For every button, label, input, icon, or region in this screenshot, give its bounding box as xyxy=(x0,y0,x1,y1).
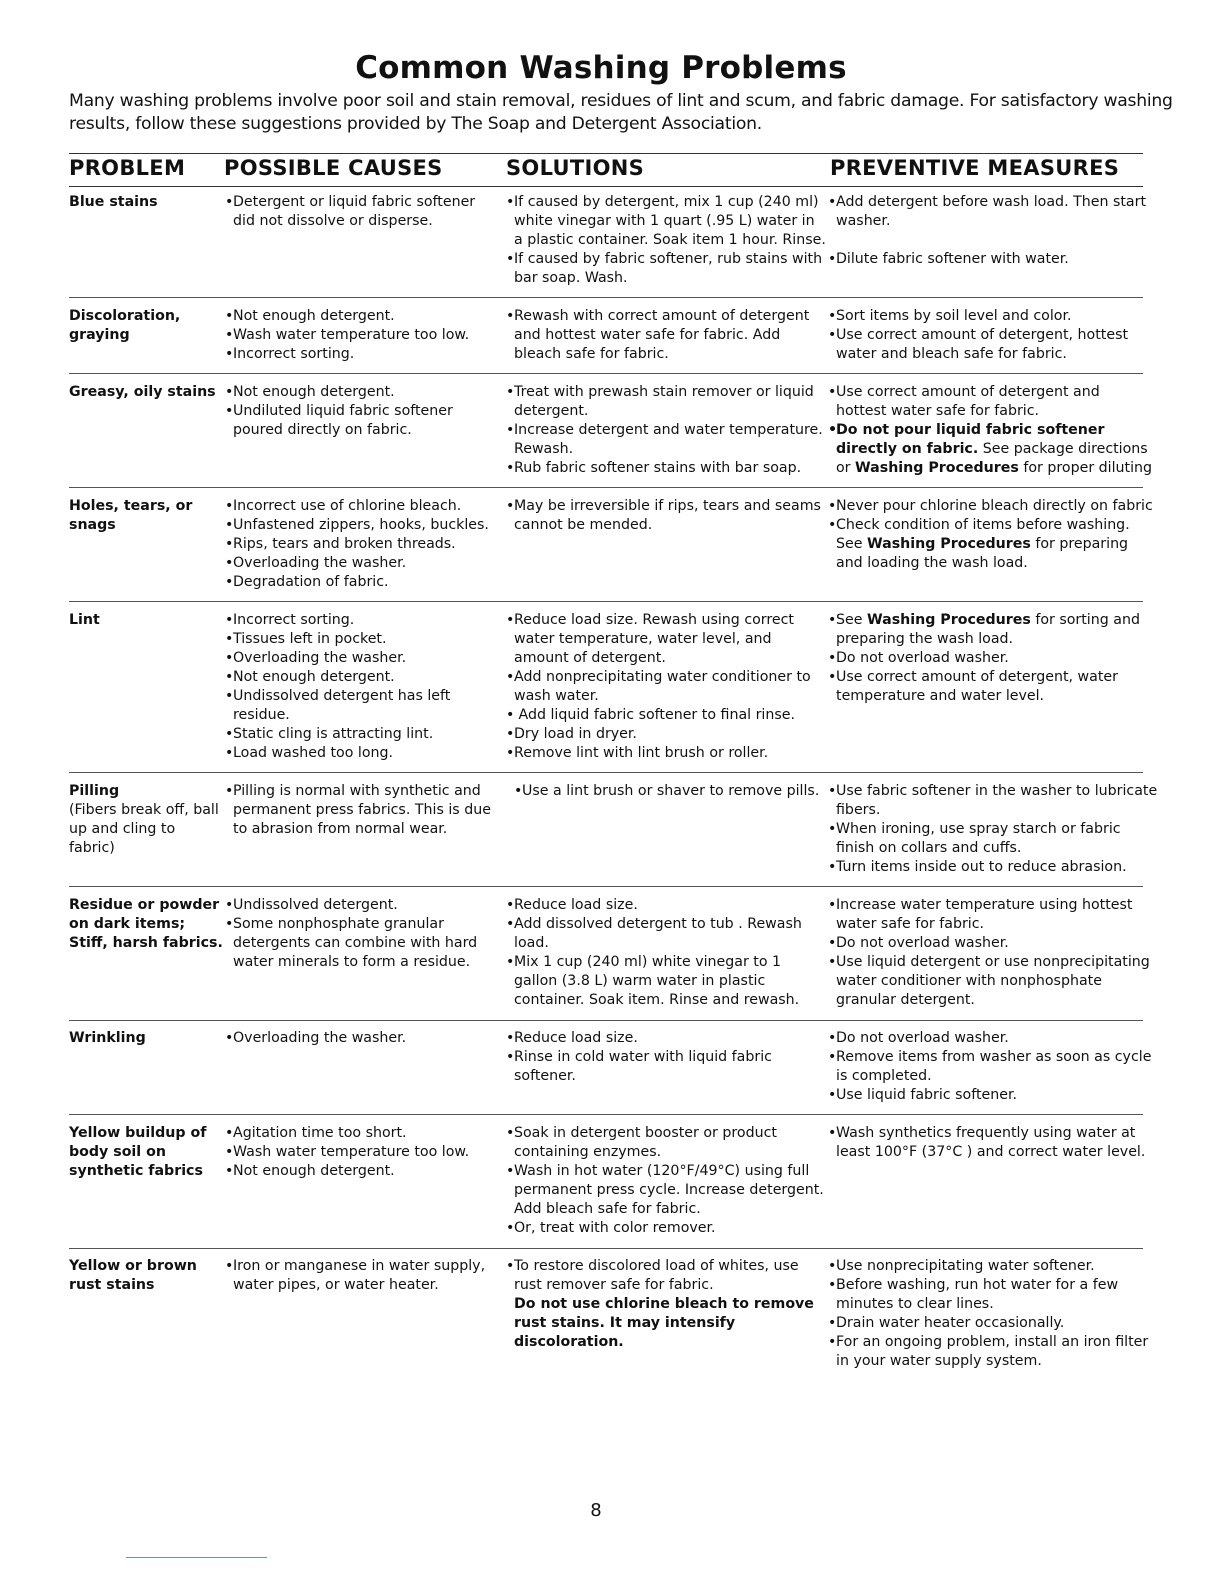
problem-cell xyxy=(69,1029,219,1048)
prevent-item: for preparing xyxy=(1030,536,1129,552)
prevent-item: Check condition of items before washing. xyxy=(836,517,1130,533)
prevent-item: directly on fabric. xyxy=(836,441,979,457)
prevent-item: fibers. xyxy=(836,802,881,818)
prevent-item: finish on collars and cuffs. xyxy=(836,840,1022,856)
causes-cell: •Pilling is normal with synthetic and permanent press fabrics. This is due to abrasion from normal wear. xyxy=(225,782,495,839)
solution-item: Use a lint brush or shaver to remove pills. xyxy=(522,783,820,799)
solution-item: bar soap. Wash. xyxy=(514,270,628,286)
prevent-item: Never pour chlorine bleach directly on fabric xyxy=(836,498,1153,514)
row-divider xyxy=(69,487,1143,488)
problem-label: rust stains xyxy=(69,1277,155,1293)
intro-paragraph xyxy=(69,90,1173,136)
prevent-item: for proper diluting xyxy=(1018,460,1153,476)
problem-cell xyxy=(69,193,219,212)
prevent-item: granular detergent. xyxy=(836,992,975,1008)
prevent-item: Use correct amount of detergent, hottest xyxy=(836,327,1129,343)
solution-item: rust remover safe for fabric. xyxy=(514,1277,714,1293)
problem-label: Wrinkling xyxy=(69,1030,146,1046)
problem-label: Residue or powder xyxy=(69,897,220,913)
solution-item: Soak in detergent booster or product xyxy=(514,1125,777,1141)
page-number: 8 xyxy=(590,1500,602,1521)
intro-line: results, follow these suggestions provided by The Soap and Detergent Association. xyxy=(69,114,762,134)
row-divider xyxy=(69,1114,1143,1115)
prevent-item: is completed. xyxy=(836,1068,932,1084)
problem-cell xyxy=(69,1124,219,1181)
prevent-item: washer. xyxy=(836,213,891,229)
row-divider xyxy=(69,373,1143,374)
problem-label: graying xyxy=(69,327,130,343)
cause-item: did not dissolve or disperse. xyxy=(233,213,433,229)
solutions-cell: •If caused by detergent, mix 1 cup (240 ml) white vinegar with 1 quart (.95 L) water in a plastic container. Soak item 1 hour. Rinse. •If caused by fabric softener, rub stains with bar soap. Wash. xyxy=(506,194,826,286)
solution-item: Increase detergent and water temperature. xyxy=(514,422,823,438)
causes-cell: •Not enough detergent. •Wash water temperature too low. •Incorrect sorting. xyxy=(225,308,470,362)
header-preventive-measures: PREVENTIVE MEASURES xyxy=(830,156,1120,180)
solution-item: amount of detergent. xyxy=(514,650,666,666)
cause-item: Degradation of fabric. xyxy=(233,574,389,590)
prevent-item: water safe for fabric. xyxy=(836,916,985,932)
prevent-item: Do not pour liquid fabric softener xyxy=(836,422,1105,438)
cause-item: Some nonphosphate granular xyxy=(233,916,444,932)
problem-label: body soil on xyxy=(69,1144,166,1160)
prevent-cell: •Increase water temperature using hottest water safe for fabric. •Do not overload washer. •Use liquid detergent or use nonprecipitating water conditioner with nonphosphate granular detergent. xyxy=(828,897,1150,1008)
problem-label: Yellow buildup of xyxy=(69,1125,207,1141)
prevent-item: See xyxy=(836,536,867,552)
cause-item: Overloading the washer. xyxy=(233,1030,407,1046)
prevent-item: Do not overload washer. xyxy=(836,935,1009,951)
header-top-rule xyxy=(69,153,1143,154)
page-title: Common Washing Problems xyxy=(355,50,847,86)
row-divider xyxy=(69,1020,1143,1021)
prevent-item: hottest water safe for fabric. xyxy=(836,403,1040,419)
solution-item: Add bleach safe for fabric. xyxy=(514,1201,701,1217)
solutions-cell: •Rewash with correct amount of detergent and hottest water safe for fabric. Add bleach safe for fabric. xyxy=(506,307,816,364)
solutions-cell: •Soak in detergent booster or product containing enzymes. •Wash in hot water (120°F/49°C) using full permanent press cycle. Increase detergent. Add bleach safe for fabric. •Or, treat with color remover. xyxy=(506,1125,824,1236)
prevent-item: Use correct amount of detergent, water xyxy=(836,669,1118,685)
problem-cell xyxy=(69,1257,219,1295)
prevent-item: Do not overload washer. xyxy=(836,1030,1009,1046)
prevent-item: in your water supply system. xyxy=(836,1353,1042,1369)
row-divider xyxy=(69,886,1143,887)
prevent-cell: •See Washing Procedures for sorting and preparing the wash load. •Do not overload washer. •Use correct amount of detergent, water temperature and water level. xyxy=(828,611,1150,706)
causes-cell: •Undissolved detergent. •Some nonphosphate granular detergents can combine with hard water minerals to form a residue. xyxy=(225,896,495,972)
prevent-item: Wash synthetics frequently using water at xyxy=(836,1125,1136,1141)
prevent-cell: •Use fabric softener in the washer to lubricate fibers. •When ironing, use spray starch or fabric finish on collars and cuffs. •Turn items inside out to reduce abrasion. xyxy=(828,783,1158,875)
solution-item: load. xyxy=(514,935,549,951)
solutions-cell: •To restore discolored load of whites, use rust remover safe for fabric. Do not use chlorine bleach to remove rust stains. It may intensify discoloration. xyxy=(506,1257,816,1352)
problem-cell xyxy=(69,497,219,535)
solution-item: May be irreversible if rips, tears and seams xyxy=(514,498,821,514)
problem-cell xyxy=(69,782,219,858)
solution-item: Rub fabric softener stains with bar soap. xyxy=(514,460,802,476)
cause-item: Wash water temperature too low. xyxy=(233,1144,470,1160)
prevent-item: When ironing, use spray starch or fabric xyxy=(836,821,1121,837)
prevent-item: water and bleach safe for fabric. xyxy=(836,346,1067,362)
prevent-item: Washing Procedures xyxy=(866,536,1031,552)
cause-item: Tissues left in pocket. xyxy=(233,631,387,647)
cause-item: Undissolved detergent has left xyxy=(233,688,451,704)
cause-item: detergents can combine with hard xyxy=(233,935,478,951)
prevent-item: Turn items inside out to reduce abrasion. xyxy=(836,859,1127,875)
causes-cell: •Incorrect use of chlorine bleach. •Unfastened zippers, hooks, buckles. •Rips, tears and broken threads. •Overloading the washer. •Degradation of fabric. xyxy=(225,498,489,590)
solutions-cell: •Reduce load size. •Add dissolved detergent to tub . Rewash load. •Mix 1 cup (240 ml) white vinegar to 1 gallon (3.8 L) warm water in plastic container. Soak item. Rinse and rewash. xyxy=(506,896,816,1010)
solution-item: Reduce load size. Rewash using correct xyxy=(514,612,794,628)
cause-item: Incorrect sorting. xyxy=(233,346,355,362)
cause-item: Load washed too long. xyxy=(233,745,394,761)
cause-item: permanent press fabrics. This is due xyxy=(233,802,491,818)
cause-item: Not enough detergent. xyxy=(233,1163,395,1179)
problem-label: Lint xyxy=(69,612,100,628)
header-solutions: SOLUTIONS xyxy=(506,156,645,180)
problem-note: up and cling to xyxy=(69,821,176,837)
solution-item: If caused by detergent, mix 1 cup (240 ml) xyxy=(514,194,819,210)
problem-label: synthetic fabrics xyxy=(69,1163,203,1179)
solutions-cell: •Reduce load size. Rewash using correct water temperature, water level, and amount of detergent. •Add nonprecipitating water conditioner to wash water. • Add liquid fabric softener to final rinse. •Dry load in dryer. •Remove lint with lint brush or roller. xyxy=(506,611,816,763)
prevent-item: preparing the wash load. xyxy=(836,631,1014,647)
header-bottom-rule xyxy=(69,186,1143,187)
cause-item: Undissolved detergent. xyxy=(233,897,398,913)
cause-item: Wash water temperature too low. xyxy=(233,327,470,343)
solutions-cell: •Use a lint brush or shaver to remove pills. xyxy=(514,783,820,799)
row-divider xyxy=(69,297,1143,298)
causes-cell: •Agitation time too short. •Wash water temperature too low. •Not enough detergent. xyxy=(225,1125,470,1179)
row-divider xyxy=(69,772,1143,773)
cause-item: Incorrect sorting. xyxy=(233,612,355,628)
solution-item: containing enzymes. xyxy=(514,1144,662,1160)
cause-item: Unfastened zippers, hooks, buckles. xyxy=(233,517,489,533)
prevent-item: Add detergent before wash load. Then start xyxy=(836,194,1147,210)
solution-item: Or, treat with color remover. xyxy=(514,1220,716,1236)
solution-item: Remove lint with lint brush or roller. xyxy=(514,745,769,761)
causes-cell: •Overloading the washer. xyxy=(225,1030,407,1046)
solutions-cell: •May be irreversible if rips, tears and seams cannot be mended. xyxy=(506,498,821,533)
problem-cell xyxy=(69,611,219,630)
problem-cell xyxy=(69,307,219,345)
cause-item: water minerals to form a residue. xyxy=(233,954,471,970)
solution-warning: discoloration. xyxy=(514,1334,624,1350)
prevent-item: For an ongoing problem, install an iron filter xyxy=(836,1334,1149,1350)
problem-label: Pilling xyxy=(69,783,120,799)
solution-item: Rinse in cold water with liquid fabric xyxy=(514,1049,772,1065)
prevent-item: Drain water heater occasionally. xyxy=(836,1315,1065,1331)
solution-item: wash water. xyxy=(514,688,599,704)
causes-cell: •Incorrect sorting. •Tissues left in pocket. •Overloading the washer. •Not enough detergent. •Undissolved detergent has left residue. •Static cling is attracting lint. •Load washed too long. xyxy=(225,611,495,763)
prevent-item: least 100°F (37°C ) and correct water level. xyxy=(836,1144,1146,1160)
cause-item: Not enough detergent. xyxy=(233,384,395,400)
solution-item: cannot be mended. xyxy=(514,517,653,533)
cause-item: to abrasion from normal wear. xyxy=(233,821,448,837)
cause-item: residue. xyxy=(233,707,290,723)
problem-cell xyxy=(69,383,219,402)
header-problem: PROBLEM xyxy=(69,156,186,180)
problem-label: Stiff, harsh fabrics. xyxy=(69,935,223,951)
cause-item: Not enough detergent. xyxy=(233,308,395,324)
solution-item: a plastic container. Soak item 1 hour. Rinse. xyxy=(514,232,826,248)
prevent-cell: •Never pour chlorine bleach directly on fabric •Check condition of items before washing. See Washing Procedures for preparing and loading the wash load. xyxy=(828,498,1153,571)
prevent-item: Increase water temperature using hottest xyxy=(836,897,1133,913)
problem-note: fabric) xyxy=(69,840,115,856)
problem-label: snags xyxy=(69,517,116,533)
solution-warning: rust stains. It may intensify xyxy=(514,1315,736,1331)
causes-cell: •Detergent or liquid fabric softener did not dissolve or disperse. xyxy=(225,193,495,231)
cause-item: Pilling is normal with synthetic and xyxy=(233,783,481,799)
solution-item: detergent. xyxy=(514,403,589,419)
solution-item: bleach safe for fabric. xyxy=(514,346,669,362)
solution-item: Rewash. xyxy=(514,441,574,457)
prevent-item: Use liquid fabric softener. xyxy=(836,1087,1018,1103)
prevent-item: and loading the wash load. xyxy=(836,555,1028,571)
prevent-cell: •Do not overload washer. •Remove items from washer as soon as cycle is completed. •Use liquid fabric softener. xyxy=(828,1030,1152,1103)
prevent-item: Remove items from washer as soon as cycle xyxy=(836,1049,1152,1065)
prevent-item: or xyxy=(836,460,856,476)
solution-item: If caused by fabric softener, rub stains with xyxy=(514,251,823,267)
header-possible-causes: POSSIBLE CAUSES xyxy=(224,156,443,180)
solution-item: Treat with prewash stain remover or liquid xyxy=(514,384,814,400)
problem-cell xyxy=(69,896,223,953)
prevent-item: Use liquid detergent or use nonprecipitating xyxy=(836,954,1150,970)
solutions-cell: •Treat with prewash stain remover or liquid detergent. •Increase detergent and water temperature. Rewash. •Rub fabric softener stains with bar soap. xyxy=(506,384,823,476)
solution-item: Add nonprecipitating water conditioner to xyxy=(514,669,811,685)
solution-item: Reduce load size. xyxy=(514,897,638,913)
cause-item: Overloading the washer. xyxy=(233,650,407,666)
solution-item: water temperature, water level, and xyxy=(514,631,772,647)
cause-item: Undiluted liquid fabric softener xyxy=(233,403,453,419)
solution-item: white vinegar with 1 quart (.95 L) water in xyxy=(514,213,815,229)
prevent-item: water conditioner with nonphosphate xyxy=(836,973,1102,989)
cause-item: Static cling is attracting lint. xyxy=(233,726,434,742)
prevent-cell: •Use nonprecipitating water softener. •Before washing, run hot water for a few minutes to clear lines. •Drain water heater occasionally. •For an ongoing problem, install an iron filter in your water supply system. xyxy=(828,1258,1149,1369)
prevent-item: Washing Procedures xyxy=(866,612,1031,628)
row-divider xyxy=(69,601,1143,602)
solutions-cell: •Reduce load size. •Rinse in cold water with liquid fabric softener. xyxy=(506,1029,816,1086)
solution-item: Add liquid fabric softener to final rinse. xyxy=(514,707,795,723)
prevent-item: Washing Procedures xyxy=(855,460,1019,476)
solution-item: Wash in hot water (120°F/49°C) using full xyxy=(514,1163,810,1179)
problem-label: Discoloration, xyxy=(69,308,181,324)
solution-item: To restore discolored load of whites, use xyxy=(514,1258,799,1274)
row-divider xyxy=(69,1248,1143,1249)
cause-item: Not enough detergent. xyxy=(233,669,395,685)
prevent-item: Use fabric softener in the washer to lubricate xyxy=(836,783,1158,799)
solution-item: softener. xyxy=(514,1068,576,1084)
cause-item: Overloading the washer. xyxy=(233,555,407,571)
problem-label: Blue stains xyxy=(69,194,158,210)
solution-item: and hottest water safe for fabric. Add xyxy=(514,327,781,343)
causes-cell: •Iron or manganese in water supply, water pipes, or water heater. xyxy=(225,1257,495,1295)
solution-item: permanent press cycle. Increase detergent. xyxy=(514,1182,824,1198)
prevent-item: Use nonprecipitating water softener. xyxy=(836,1258,1095,1274)
cause-item: Incorrect use of chlorine bleach. xyxy=(233,498,462,514)
cause-item: Agitation time too short. xyxy=(233,1125,407,1141)
solution-item: Mix 1 cup (240 ml) white vinegar to 1 xyxy=(514,954,782,970)
cause-item: water pipes, or water heater. xyxy=(233,1277,439,1293)
solution-item: Add dissolved detergent to tub . Rewash xyxy=(514,916,802,932)
prevent-item: Sort items by soil level and color. xyxy=(836,308,1072,324)
prevent-cell: •Use correct amount of detergent and hottest water safe for fabric. •Do not pour liquid fabric softener directly on fabric. See package directions or Washing Procedures for proper diluting xyxy=(828,384,1153,476)
cause-item: Detergent or liquid fabric softener xyxy=(233,194,476,210)
causes-cell: •Not enough detergent. •Undiluted liquid fabric softener poured directly on fabric. xyxy=(225,383,495,440)
cause-item: Iron or manganese in water supply, xyxy=(233,1258,486,1274)
problem-label: Greasy, oily stains xyxy=(69,384,216,400)
prevent-item: temperature and water level. xyxy=(836,688,1045,704)
problem-label: on dark items; xyxy=(69,916,186,932)
prevent-cell: •Add detergent before wash load. Then start washer. •Dilute fabric softener with water. xyxy=(828,193,1150,269)
solution-warning: Do not use chlorine bleach to remove xyxy=(514,1296,814,1312)
cause-item: poured directly on fabric. xyxy=(233,422,412,438)
intro-line: Many washing problems involve poor soil and stain removal, residues of lint and scum, and fabric damage. For satisfactory washing xyxy=(69,91,1173,111)
solution-item: gallon (3.8 L) warm water in plastic xyxy=(514,973,766,989)
cause-item: Rips, tears and broken threads. xyxy=(233,536,456,552)
prevent-item: Before washing, run hot water for a few xyxy=(836,1277,1119,1293)
prevent-item: minutes to clear lines. xyxy=(836,1296,994,1312)
solution-item: Reduce load size. xyxy=(514,1030,638,1046)
prevent-item: Use correct amount of detergent and xyxy=(836,384,1100,400)
prevent-item: for sorting and xyxy=(1030,612,1140,628)
solution-item: Rewash with correct amount of detergent xyxy=(514,308,810,324)
problem-label: Holes, tears, or xyxy=(69,498,193,514)
solution-item: container. Soak item. Rinse and rewash. xyxy=(514,992,800,1008)
prevent-item: See xyxy=(836,612,867,628)
problem-label: Yellow or brown xyxy=(69,1258,197,1274)
prevent-item: Do not overload washer. xyxy=(836,650,1009,666)
prevent-cell: •Wash synthetics frequently using water at least 100°F (37°C ) and correct water level. xyxy=(828,1124,1150,1162)
solution-item: Dry load in dryer. xyxy=(514,726,637,742)
problem-note: (Fibers break off, ball xyxy=(69,802,219,818)
footer-link-underline xyxy=(126,1557,267,1558)
prevent-item: Dilute fabric softener with water. xyxy=(836,251,1069,267)
prevent-item: See package directions xyxy=(978,441,1148,457)
prevent-cell: •Sort items by soil level and color. •Use correct amount of detergent, hottest water and bleach safe for fabric. xyxy=(828,307,1150,364)
